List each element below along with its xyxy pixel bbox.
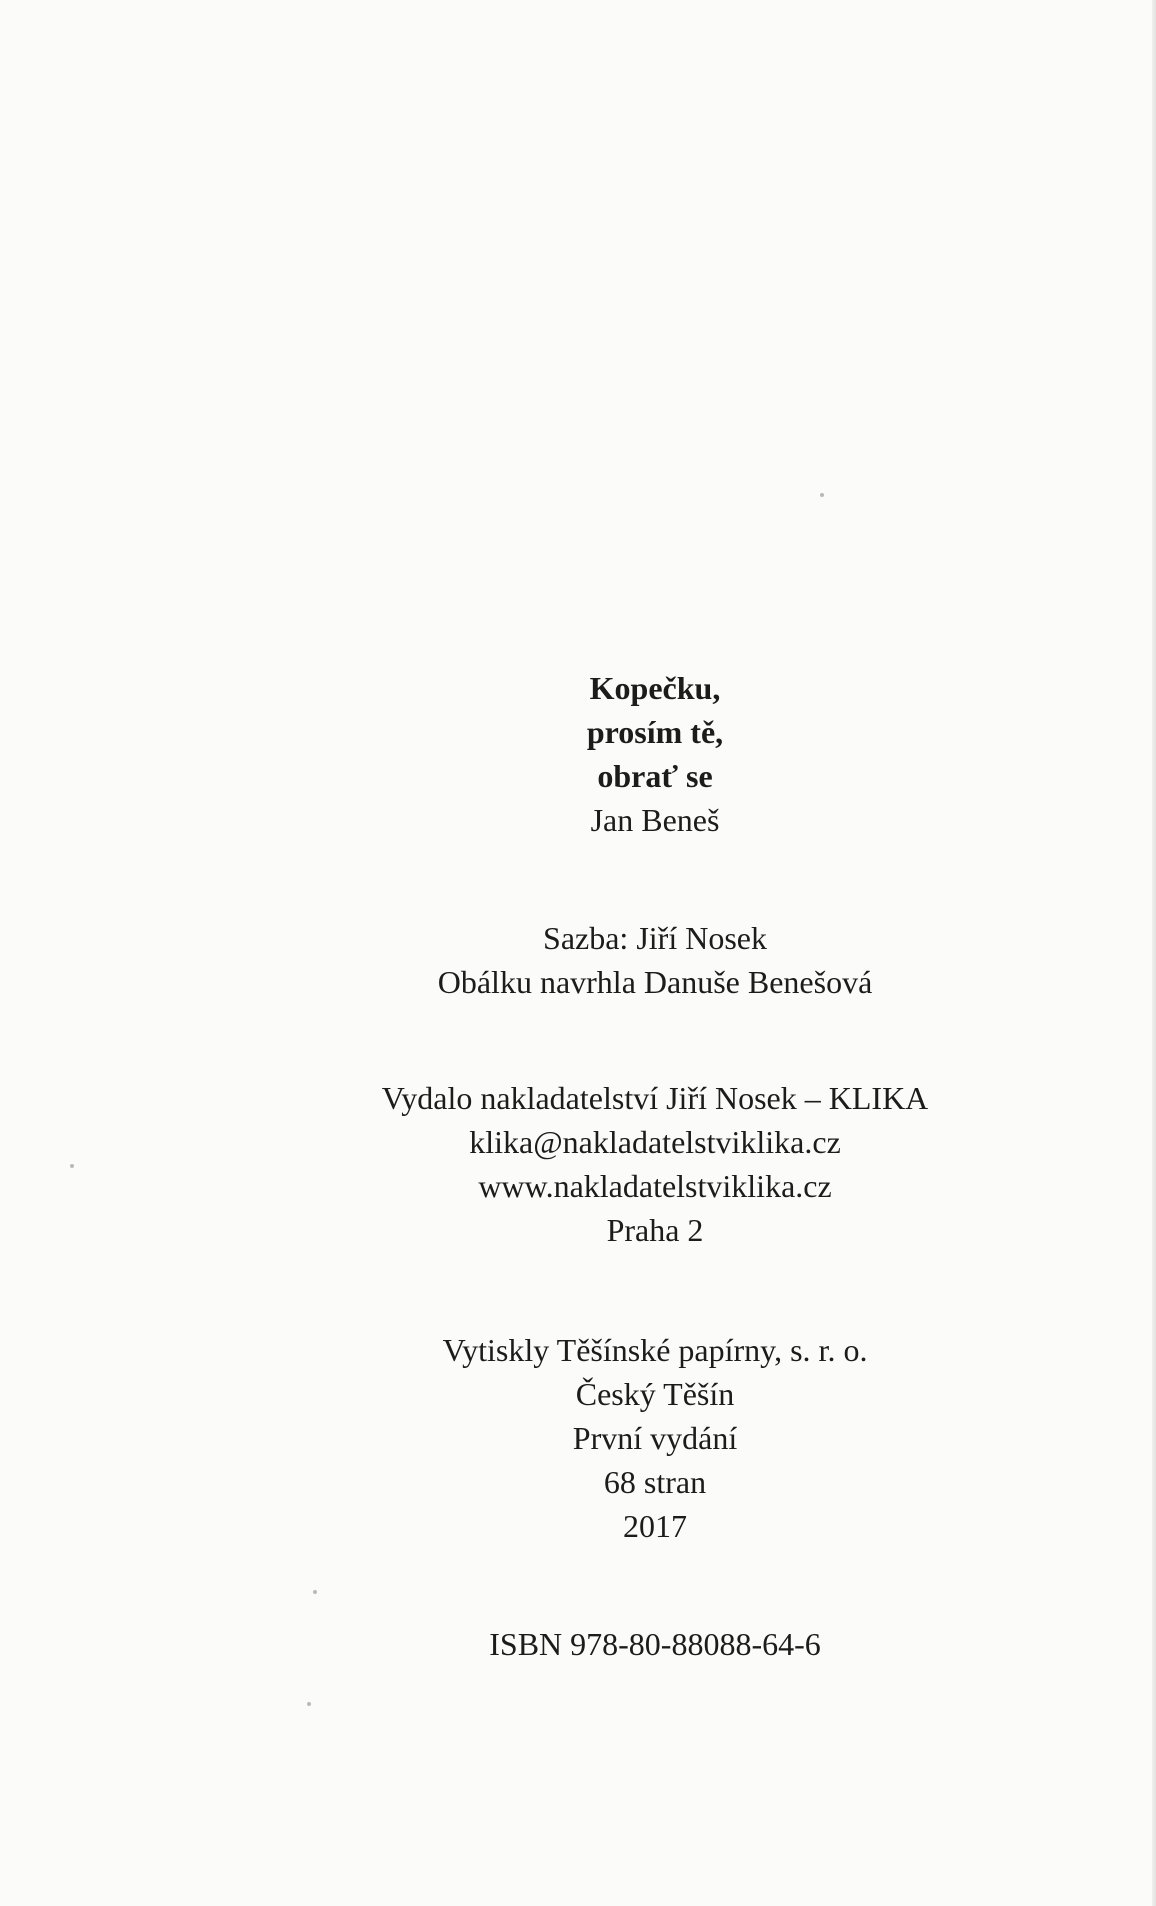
author-name: Jan Beneš: [590, 802, 720, 838]
page-edge: [1152, 0, 1156, 1906]
publisher-city: Praha 2: [606, 1212, 704, 1248]
paper-speck: [820, 493, 824, 497]
book-title-line-1: Kopečku,: [589, 670, 721, 706]
isbn: ISBN 978-80-88088-64-6: [489, 1626, 821, 1662]
printer-name: Vytiskly Těšínské papírny, s. r. o.: [442, 1332, 868, 1368]
publisher-email: klika@nakladatelstviklika.cz: [469, 1124, 841, 1160]
edition: První vydání: [572, 1420, 738, 1456]
publication-year: 2017: [623, 1508, 687, 1544]
page-count: 68 stran: [603, 1464, 707, 1500]
publisher-name: Vydalo nakladatelství Jiří Nosek – KLIKA: [381, 1080, 929, 1116]
cover-credit: Obálku navrhla Danuše Benešová: [437, 964, 873, 1000]
paper-speck: [70, 1164, 74, 1168]
book-title-line-2: prosím tě,: [586, 714, 724, 750]
publisher-website: www.nakladatelstviklika.cz: [478, 1168, 832, 1204]
paper-speck: [313, 1590, 317, 1594]
typesetting-credit: Sazba: Jiří Nosek: [543, 920, 767, 956]
paper-speck: [307, 1702, 311, 1706]
printer-city: Český Těšín: [575, 1376, 735, 1412]
book-title-line-3: obrať se: [597, 758, 713, 794]
